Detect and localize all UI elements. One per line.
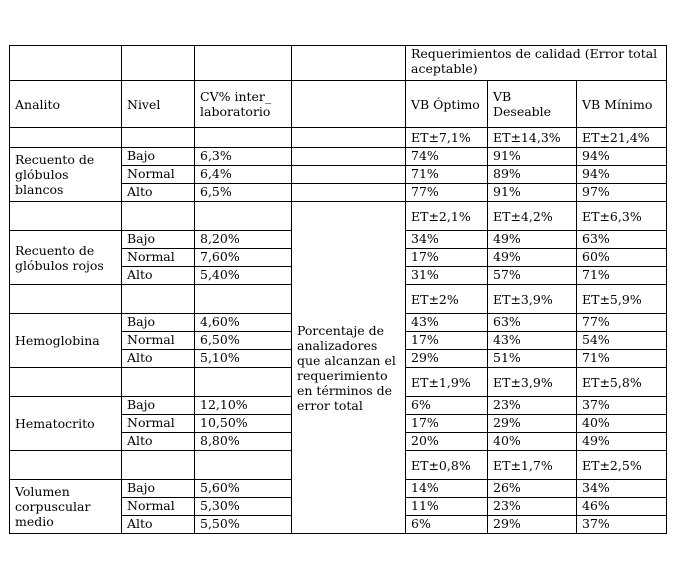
- cv-cell: 8,80%: [195, 433, 292, 451]
- vb-minimo-cell: 94%: [577, 166, 667, 184]
- vb-deseable-cell: 29%: [488, 415, 577, 433]
- vb-minimo-cell: 94%: [577, 148, 667, 166]
- vb-optimo-cell: 43%: [406, 314, 488, 332]
- vb-deseable-cell: 29%: [488, 516, 577, 534]
- empty-cell: [122, 285, 195, 314]
- vb-deseable-cell: 23%: [488, 397, 577, 415]
- cv-cell: 6,5%: [195, 184, 292, 202]
- vb-deseable-cell: 57%: [488, 267, 577, 285]
- vb-optimo-cell: 17%: [406, 415, 488, 433]
- et-value: ET±5,9%: [577, 285, 667, 314]
- vb-minimo-cell: 63%: [577, 231, 667, 249]
- cv-cell: 10,50%: [195, 415, 292, 433]
- empty-cell: [292, 81, 406, 128]
- vb-minimo-cell: 97%: [577, 184, 667, 202]
- vb-minimo-cell: 71%: [577, 350, 667, 368]
- et-value: ET±2,5%: [577, 451, 667, 480]
- empty-cell: [10, 46, 122, 81]
- vb-minimo-header: VB Mínimo: [577, 81, 667, 128]
- vb-optimo-cell: 77%: [406, 184, 488, 202]
- nivel-cell: Bajo: [122, 148, 195, 166]
- nivel-cell: Normal: [122, 249, 195, 267]
- header-row-top: [10, 46, 667, 81]
- analito-name: Hematocrito: [10, 397, 122, 451]
- table-body: [10, 46, 667, 534]
- empty-cell: [195, 368, 292, 397]
- cv-cell: 5,40%: [195, 267, 292, 285]
- vb-optimo-cell: 71%: [406, 166, 488, 184]
- vb-deseable-cell: 40%: [488, 433, 577, 451]
- empty-cell: [195, 285, 292, 314]
- empty-cell: [292, 166, 406, 184]
- et-value: ET±2,1%: [406, 202, 488, 231]
- empty-cell: [292, 128, 406, 148]
- header-row-columns: [10, 81, 667, 128]
- vb-optimo-cell: 74%: [406, 148, 488, 166]
- vb-minimo-cell: 60%: [577, 249, 667, 267]
- empty-cell: [122, 451, 195, 480]
- quality-requirements-header: Requerimientos de calidad (Error total aceptable): [406, 46, 667, 81]
- empty-cell: [122, 202, 195, 231]
- nivel-cell: Alto: [122, 350, 195, 368]
- nivel-cell: Alto: [122, 516, 195, 534]
- nivel-cell: Normal: [122, 498, 195, 516]
- empty-cell: [292, 148, 406, 166]
- cv-header: CV% inter_ laboratorio: [195, 81, 292, 128]
- nivel-cell: Bajo: [122, 397, 195, 415]
- vb-minimo-cell: 37%: [577, 516, 667, 534]
- empty-cell: [122, 128, 195, 148]
- cv-cell: 6,3%: [195, 148, 292, 166]
- cv-cell: 7,60%: [195, 249, 292, 267]
- empty-cell: [10, 368, 122, 397]
- analyzer-percentage-note: Porcentaje de analizadores que alcanzan el requerimiento en términos de error total: [292, 202, 406, 534]
- empty-cell: [195, 451, 292, 480]
- et-row: [10, 202, 667, 231]
- vb-deseable-header: VB Deseable: [488, 81, 577, 128]
- cv-cell: 5,10%: [195, 350, 292, 368]
- nivel-cell: Alto: [122, 184, 195, 202]
- et-value: ET±1,7%: [488, 451, 577, 480]
- vb-optimo-cell: 20%: [406, 433, 488, 451]
- vb-deseable-cell: 26%: [488, 480, 577, 498]
- cv-cell: 5,50%: [195, 516, 292, 534]
- cv-cell: 12,10%: [195, 397, 292, 415]
- empty-cell: [292, 184, 406, 202]
- vb-minimo-cell: 46%: [577, 498, 667, 516]
- nivel-cell: Normal: [122, 415, 195, 433]
- vb-optimo-cell: 14%: [406, 480, 488, 498]
- analito-header: Analito: [10, 81, 122, 128]
- table-row: [10, 148, 667, 166]
- vb-minimo-cell: 49%: [577, 433, 667, 451]
- vb-minimo-cell: 34%: [577, 480, 667, 498]
- vb-optimo-cell: 11%: [406, 498, 488, 516]
- et-value: ET±5,8%: [577, 368, 667, 397]
- cv-cell: 4,60%: [195, 314, 292, 332]
- vb-minimo-cell: 71%: [577, 267, 667, 285]
- empty-cell: [195, 202, 292, 231]
- empty-cell: [122, 46, 195, 81]
- vb-deseable-cell: 91%: [488, 148, 577, 166]
- et-value: ET±7,1%: [406, 128, 488, 148]
- vb-deseable-cell: 89%: [488, 166, 577, 184]
- vb-optimo-cell: 6%: [406, 516, 488, 534]
- vb-deseable-cell: 51%: [488, 350, 577, 368]
- cv-cell: 5,60%: [195, 480, 292, 498]
- cv-cell: 6,4%: [195, 166, 292, 184]
- nivel-cell: Alto: [122, 267, 195, 285]
- et-value: ET±4,2%: [488, 202, 577, 231]
- vb-optimo-cell: 17%: [406, 332, 488, 350]
- vb-minimo-cell: 40%: [577, 415, 667, 433]
- vb-optimo-cell: 29%: [406, 350, 488, 368]
- vb-minimo-cell: 37%: [577, 397, 667, 415]
- empty-cell: [10, 202, 122, 231]
- vb-optimo-cell: 31%: [406, 267, 488, 285]
- nivel-cell: Bajo: [122, 314, 195, 332]
- empty-cell: [195, 128, 292, 148]
- analito-name: Recuento de glóbulos blancos: [10, 148, 122, 202]
- nivel-cell: Normal: [122, 332, 195, 350]
- empty-cell: [292, 46, 406, 81]
- vb-minimo-cell: 77%: [577, 314, 667, 332]
- et-value: ET±14,3%: [488, 128, 577, 148]
- et-value: ET±0,8%: [406, 451, 488, 480]
- vb-deseable-cell: 91%: [488, 184, 577, 202]
- et-value: ET±6,3%: [577, 202, 667, 231]
- vb-optimo-cell: 17%: [406, 249, 488, 267]
- empty-cell: [10, 285, 122, 314]
- empty-cell: [195, 46, 292, 81]
- vb-deseable-cell: 63%: [488, 314, 577, 332]
- cv-cell: 8,20%: [195, 231, 292, 249]
- quality-requirements-table: [9, 45, 667, 534]
- et-value: ET±2%: [406, 285, 488, 314]
- vb-deseable-cell: 49%: [488, 249, 577, 267]
- vb-deseable-cell: 49%: [488, 231, 577, 249]
- et-value: ET±3,9%: [488, 285, 577, 314]
- nivel-cell: Normal: [122, 166, 195, 184]
- nivel-cell: Bajo: [122, 231, 195, 249]
- empty-cell: [10, 128, 122, 148]
- et-row: [10, 128, 667, 148]
- nivel-cell: Bajo: [122, 480, 195, 498]
- analito-name: Hemoglobina: [10, 314, 122, 368]
- nivel-cell: Alto: [122, 433, 195, 451]
- vb-deseable-cell: 23%: [488, 498, 577, 516]
- empty-cell: [10, 451, 122, 480]
- vb-optimo-header: VB Óptimo: [406, 81, 488, 128]
- nivel-header: Nivel: [122, 81, 195, 128]
- et-value: ET±3,9%: [488, 368, 577, 397]
- empty-cell: [122, 368, 195, 397]
- vb-optimo-cell: 6%: [406, 397, 488, 415]
- cv-cell: 6,50%: [195, 332, 292, 350]
- vb-deseable-cell: 43%: [488, 332, 577, 350]
- vb-optimo-cell: 34%: [406, 231, 488, 249]
- et-value: ET±1,9%: [406, 368, 488, 397]
- vb-minimo-cell: 54%: [577, 332, 667, 350]
- cv-cell: 5,30%: [195, 498, 292, 516]
- analito-name: Recuento de glóbulos rojos: [10, 231, 122, 285]
- et-value: ET±21,4%: [577, 128, 667, 148]
- analito-name: Volumen corpuscular medio: [10, 480, 122, 534]
